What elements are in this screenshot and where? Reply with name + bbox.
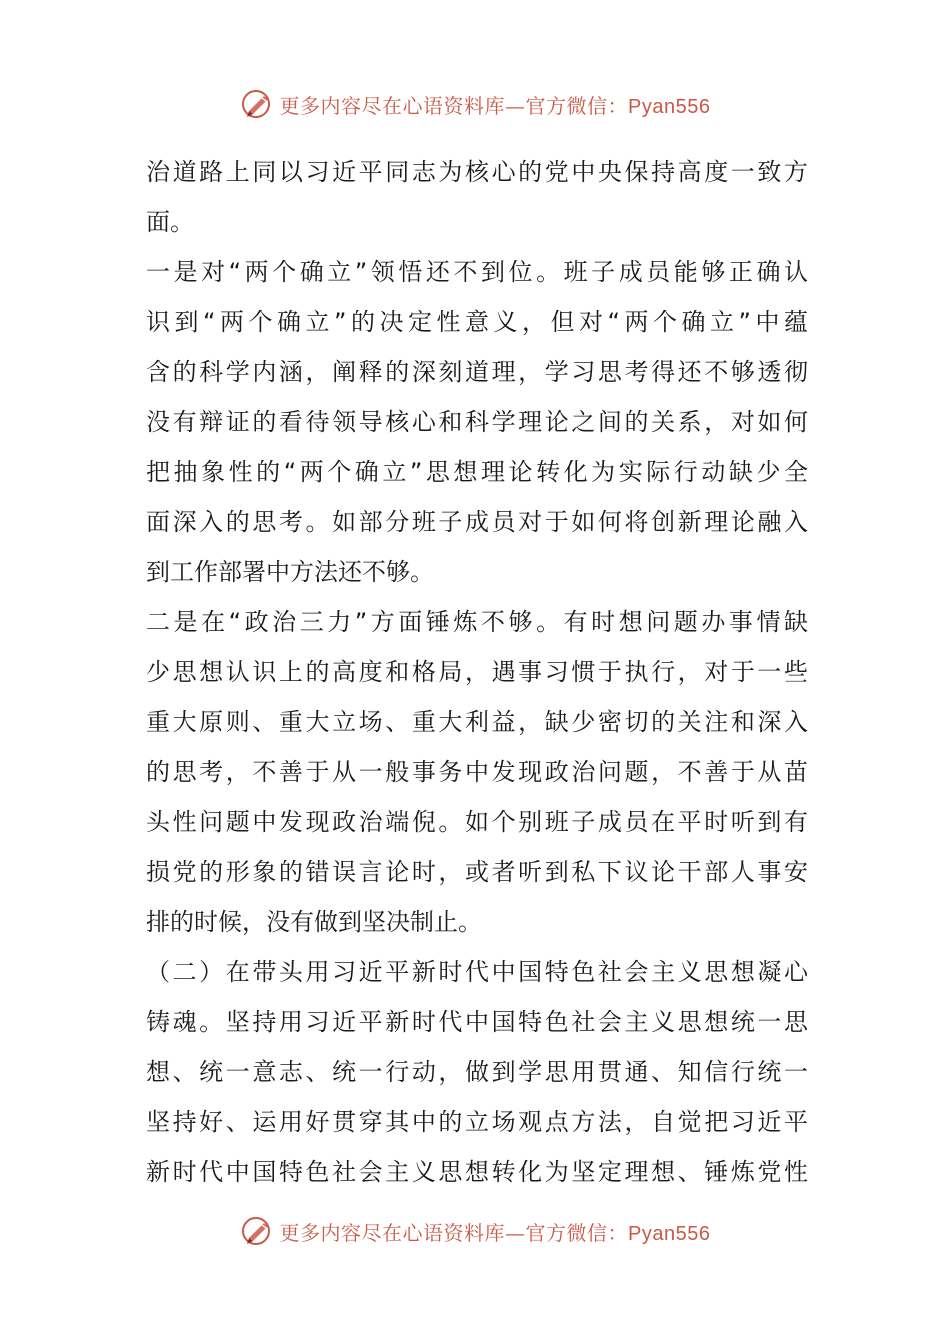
watermark-text bbox=[280, 90, 711, 119]
watermark-site-text: 更多内容尽在心语资料库 bbox=[279, 1220, 506, 1245]
text-line: 铸魂。坚持用习近平新时代中国特色社会主义思想统一思 bbox=[146, 1008, 808, 1036]
text-line: 损党的形象的错误言论时，或者听到私下议论干部人事安 bbox=[146, 858, 808, 886]
text-line: 到工作部署中方法还不够。 bbox=[146, 558, 434, 586]
text-line: 新时代中国特色社会主义思想转化为坚定理想、锤炼党性 bbox=[146, 1158, 808, 1186]
watermark-wechat-id: Pyan556 bbox=[628, 1222, 711, 1245]
watermark-wechat-label: 官方微信： bbox=[525, 93, 629, 118]
pen-logo-icon bbox=[240, 86, 276, 122]
text-line: 坚持好、运用好贯穿其中的立场观点方法，自觉把习近平 bbox=[146, 1108, 808, 1136]
text-line: 一是对“两个确立”领悟还不到位。班子成员能够正确认 bbox=[146, 258, 808, 286]
text-line: 的思考，不善于从一般事务中发现政治问题，不善于从苗 bbox=[146, 758, 808, 786]
watermark-site-text: 更多内容尽在心语资料库 bbox=[279, 93, 506, 118]
text-line: 头性问题中发现政治端倪。如个别班子成员在平时听到有 bbox=[146, 808, 808, 836]
text-line: （二）在带头用习近平新时代中国特色社会主义思想凝心 bbox=[146, 958, 808, 986]
text-line: 少思想认识上的高度和格局，遇事习惯于执行，对于一些 bbox=[146, 658, 808, 686]
text-line: 没有辩证的看待领导核心和科学理论之间的关系，对如何 bbox=[146, 408, 808, 436]
watermark-separator: — bbox=[505, 93, 526, 118]
watermark-separator: — bbox=[505, 1220, 526, 1245]
text-line: 识到“两个确立”的决定性意义，但对“两个确立”中蕴 bbox=[146, 308, 808, 336]
text-line: 把抽象性的“两个确立”思想理论转化为实际行动缺少全 bbox=[146, 458, 808, 486]
watermark-text bbox=[280, 1217, 711, 1246]
text-line: 含的科学内涵，阐释的深刻道理，学习思考得还不够透彻 bbox=[146, 358, 808, 386]
header-watermark bbox=[0, 84, 950, 124]
document-body bbox=[146, 147, 808, 1197]
watermark-wechat-label: 官方微信： bbox=[525, 1220, 629, 1245]
pen-logo-icon bbox=[240, 1213, 276, 1249]
text-line: 二是在“政治三力”方面锤炼不够。有时想问题办事情缺 bbox=[146, 608, 808, 636]
text-line: 治道路上同以习近平同志为核心的党中央保持高度一致方 bbox=[146, 158, 808, 186]
text-line: 面深入的思考。如部分班子成员对于如何将创新理论融入 bbox=[146, 508, 808, 536]
text-line: 重大原则、重大立场、重大利益，缺少密切的关注和深入 bbox=[146, 708, 808, 736]
text-line: 面。 bbox=[146, 208, 194, 236]
footer-watermark bbox=[0, 1211, 950, 1251]
text-line: 想、统一意志、统一行动，做到学思用贯通、知信行统一 bbox=[146, 1058, 808, 1086]
watermark-wechat-id: Pyan556 bbox=[628, 95, 711, 118]
text-line: 排的时候，没有做到坚决制止。 bbox=[146, 908, 482, 936]
